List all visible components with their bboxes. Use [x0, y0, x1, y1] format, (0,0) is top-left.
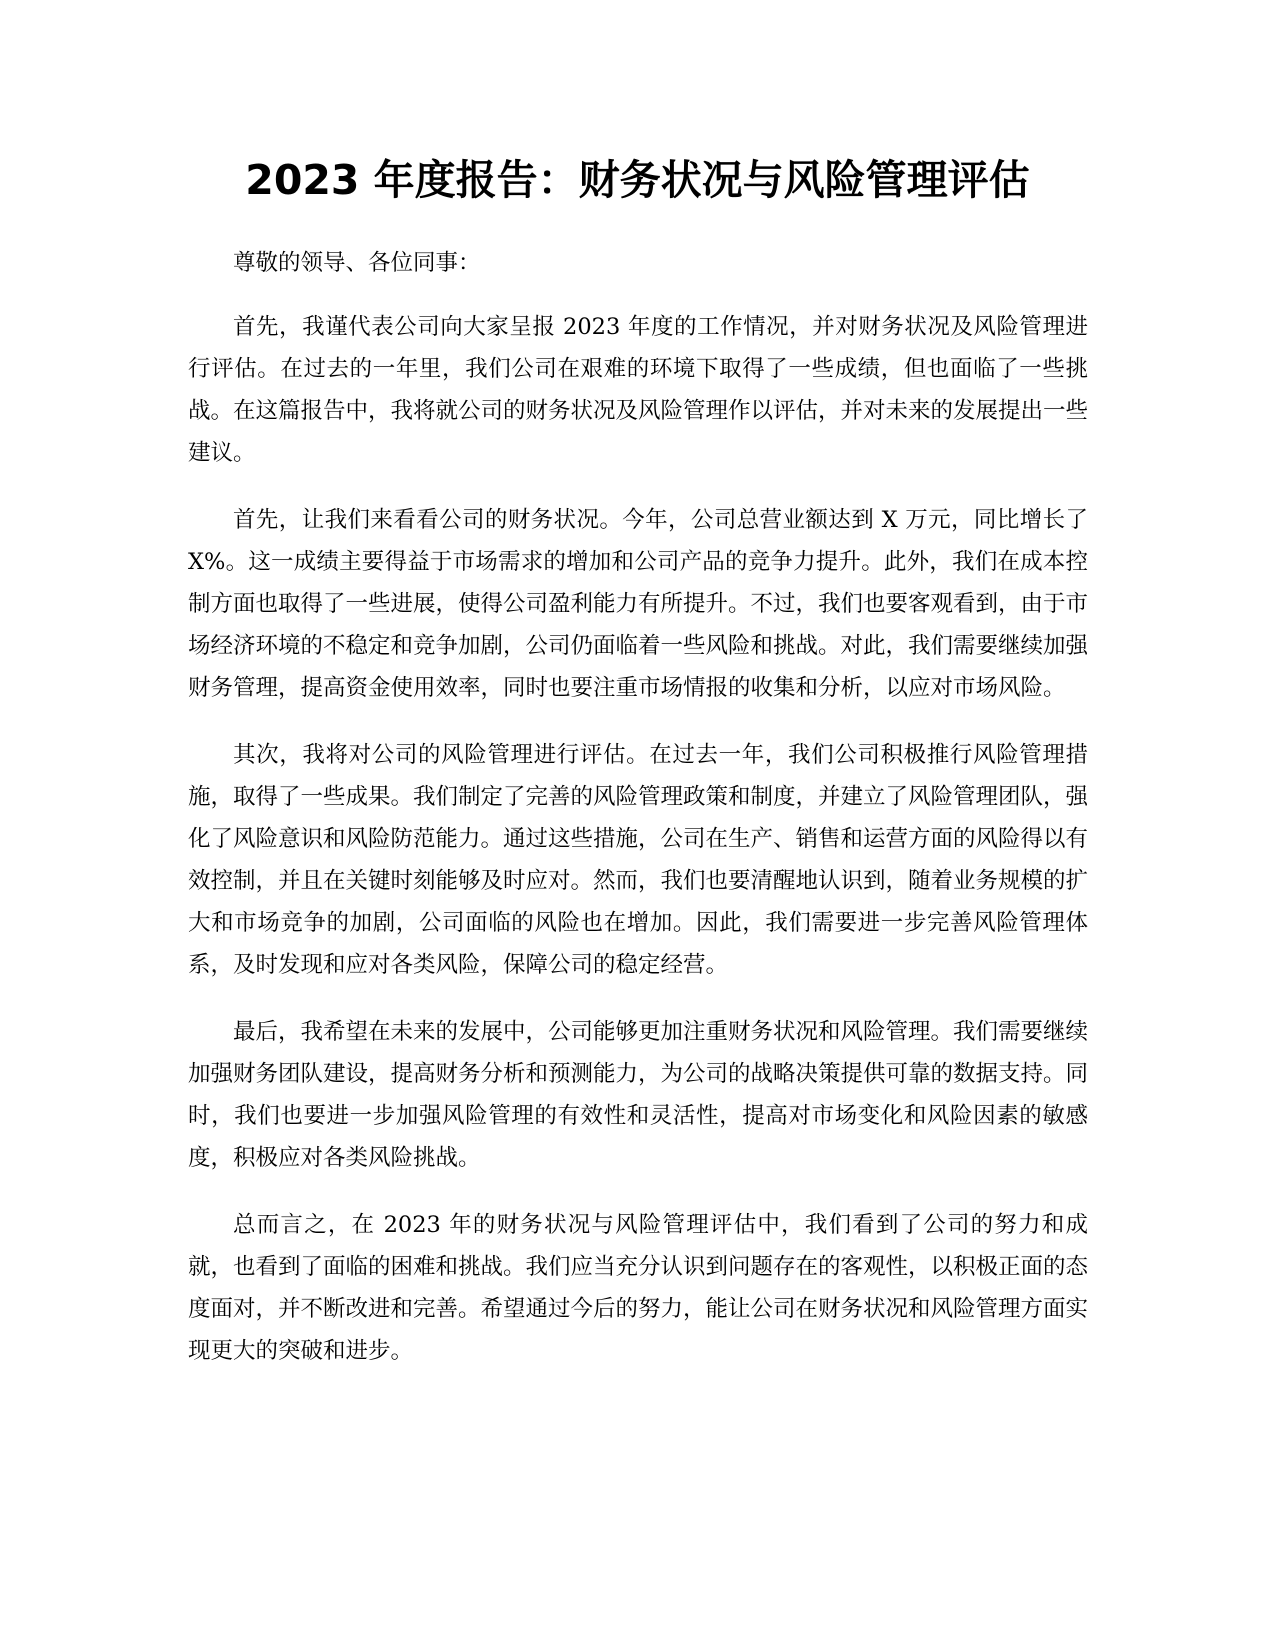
document-body — [188, 242, 1088, 1397]
intro-paragraph: 首先，我谨代表公司向大家呈报 2023 年度的工作情况，并对财务状况及风险管理进行评估。在过去的一年里，我们公司在艰难的环境下取得了一些成绩，但也面临了一些挑战。在这篇报告中，我将就公司的财务状况及风险管理作以评估，并对未来的发展提出一些建议。 — [188, 314, 1089, 466]
document-title: 2023 年度报告：财务状况与风险管理评估 — [245, 156, 1030, 204]
salutation-paragraph: 尊敬的领导、各位同事： — [233, 250, 481, 276]
risk-management-paragraph: 其次，我将对公司的风险管理进行评估。在过去一年，我们公司积极推行风险管理措施，取得了一些成果。我们制定了完善的风险管理政策和制度，并建立了风险管理团队，强化了风险意识和风险防范能力。通过这些措施，公司在生产、销售和运营方面的风险得以有效控制，并且在关键时刻能够及时应对。然而，我们也要清醒地认识到，随着业务规模的扩大和市场竞争的加剧，公司面临的风险也在增加。因此，我们需要进一步完善风险管理体系，及时发现和应对各类风险，保障公司的稳定经营。 — [188, 742, 1089, 978]
conclusion-paragraph: 总而言之，在 2023 年的财务状况与风险管理评估中，我们看到了公司的努力和成就，也看到了面临的困难和挑战。我们应当充分认识到问题存在的客观性，以积极正面的态度面对，并不断改进和完善。希望通过今后的努力，能让公司在财务状况和风险管理方面实现更大的突破和进步。 — [188, 1212, 1089, 1364]
future-outlook-paragraph: 最后，我希望在未来的发展中，公司能够更加注重财务状况和风险管理。我们需要继续加强财务团队建设，提高财务分析和预测能力，为公司的战略决策提供可靠的数据支持。同时，我们也要进一步加强风险管理的有效性和灵活性，提高对市场变化和风险因素的敏感度，积极应对各类风险挑战。 — [188, 1019, 1089, 1171]
financial-status-paragraph: 首先，让我们来看看公司的财务状况。今年，公司总营业额达到 X 万元，同比增长了 X%。这一成绩主要得益于市场需求的增加和公司产品的竞争力提升。此外，我们在成本控制方面也取得了一些进展，使得公司盈利能力有所提升。不过，我们也要客观看到，由于市场经济环境的不稳定和竞争加剧，公司仍面临着一些风险和挑战。对此，我们需要继续加强财务管理，提高资金使用效率，同时也要注重市场情报的收集和分析，以应对市场风险。 — [188, 507, 1089, 701]
